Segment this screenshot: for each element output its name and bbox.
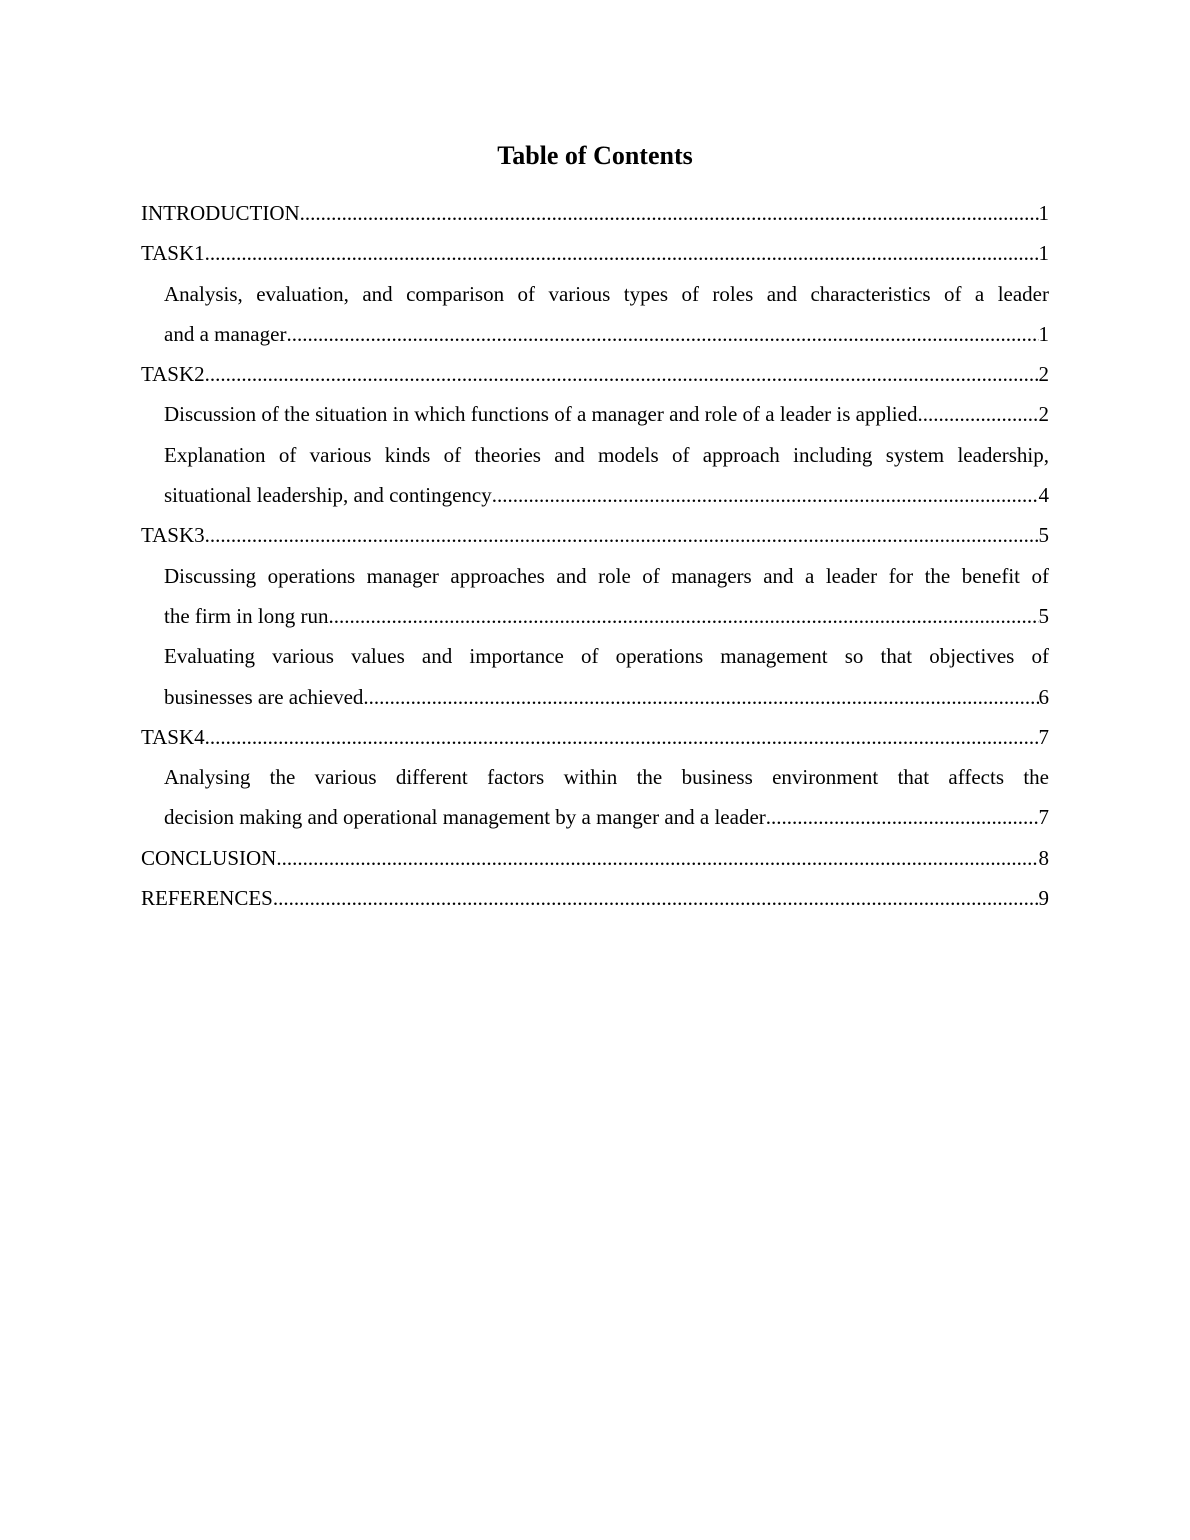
toc-entry-text: INTRODUCTION [141, 201, 300, 225]
toc-entry[interactable] [141, 233, 1049, 273]
toc-entry[interactable] [164, 757, 1049, 838]
toc-entry-text: Discussion of the situation in which functions of a manager and role of a leader is applied [164, 402, 918, 427]
toc-page-number: 6 [1038, 684, 1049, 709]
toc-entry[interactable] [141, 354, 1049, 394]
toc-dot-leader [300, 193, 1039, 233]
toc-dot-leader [917, 394, 1038, 434]
toc-dot-leader [205, 354, 1039, 394]
toc-entry[interactable] [164, 274, 1049, 355]
toc-entry[interactable] [141, 838, 1049, 878]
toc-entry[interactable] [141, 717, 1049, 757]
toc-page-number: 1 [1038, 321, 1049, 346]
toc-page-number: 2 [1038, 362, 1049, 387]
toc-dot-leader [205, 717, 1039, 757]
toc-entry-text-line: Analysing the various different factors within the business environment that affects the [164, 765, 1049, 790]
toc-page-number: 7 [1038, 724, 1049, 749]
toc-dot-leader [492, 475, 1039, 515]
table-of-contents [141, 193, 1049, 918]
toc-entry-text: CONCLUSION [141, 845, 277, 870]
toc-dot-leader [273, 878, 1039, 918]
toc-page-number: 5 [1038, 523, 1049, 548]
toc-dot-leader [205, 515, 1039, 555]
toc-entry-text: TASK4 [141, 724, 205, 749]
toc-entry-text: decision making and operational management by a manger and a leader [164, 805, 766, 830]
toc-entry-text-line: Discussing operations manager approaches and role of managers and a leader for the benefit of [164, 563, 1049, 588]
toc-entry-text: and a manager [164, 321, 287, 346]
toc-entry-text: businesses are achieved [164, 684, 364, 709]
toc-page-number: 7 [1038, 805, 1049, 830]
toc-dot-leader [363, 677, 1038, 717]
toc-title: Table of Contents [497, 141, 693, 170]
toc-entry-text: TASK2 [141, 362, 205, 387]
toc-page-number: 4 [1038, 483, 1049, 508]
toc-entry[interactable] [164, 636, 1049, 717]
toc-entry-text: REFERENCES [141, 886, 273, 911]
toc-entry[interactable] [164, 556, 1049, 637]
toc-page-number: 2 [1038, 402, 1049, 427]
toc-entry-text-line: Explanation of various kinds of theories and models of approach including system leadership, [164, 442, 1049, 467]
toc-entry-text: TASK3 [141, 523, 205, 548]
toc-entry-text: situational leadership, and contingency [164, 483, 492, 508]
toc-dot-leader [286, 314, 1038, 354]
toc-entry-text: the firm in long run [164, 603, 329, 628]
toc-dot-leader [328, 596, 1038, 636]
toc-entry[interactable] [141, 193, 1049, 233]
toc-dot-leader [205, 233, 1039, 273]
toc-page-number: 1 [1038, 241, 1049, 266]
toc-page-number: 5 [1038, 603, 1049, 628]
toc-entry-text-line: Evaluating various values and importance of operations management so that objectives of [164, 644, 1049, 669]
toc-entry[interactable] [164, 435, 1049, 516]
toc-entry-text-line: Analysis, evaluation, and comparison of various types of roles and characteristics of a leader [164, 281, 1049, 306]
toc-page-number: 8 [1038, 845, 1049, 870]
toc-page-number: 1 [1038, 201, 1049, 225]
toc-dot-leader [276, 838, 1038, 878]
toc-entry[interactable] [164, 394, 1049, 434]
toc-page-number: 9 [1038, 886, 1049, 911]
toc-dot-leader [766, 797, 1039, 837]
toc-entry-text: TASK1 [141, 241, 205, 266]
toc-entry[interactable] [141, 878, 1049, 918]
toc-entry[interactable] [141, 515, 1049, 555]
